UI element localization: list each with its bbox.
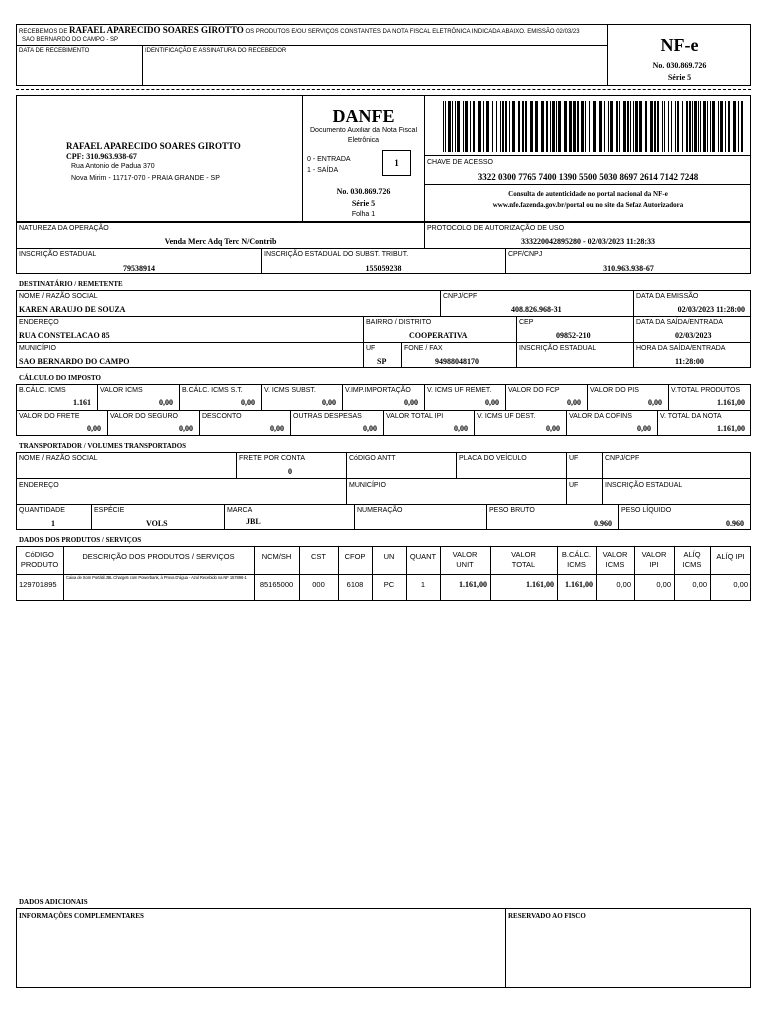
produtos-header-cell: [63, 552, 254, 562]
barcode-bar: [610, 101, 613, 152]
emitente-bairro: Nova Mirim - 11717-070 - PRAIA GRANDE - SP: [71, 175, 220, 182]
canhoto-numero: No. 030.869.726: [652, 61, 707, 70]
op-divider: [16, 248, 751, 249]
barcode-bar: [718, 101, 719, 152]
recebemos-prefix: RECEBEMOS DE: [19, 29, 68, 35]
barcode-bar: [581, 101, 584, 152]
barcode-bar: [486, 101, 489, 152]
barcode-bar: [552, 101, 555, 152]
frete-value: 0: [288, 467, 292, 476]
dest-bairro: COOPERATIVA: [409, 331, 468, 340]
reservado-fisco-label: RESERVADO AO FISCO: [508, 912, 586, 920]
info-complementares-label: INFORMAÇÕES COMPLEMENTARES: [19, 912, 144, 920]
barcode-bar: [500, 101, 501, 152]
header-divider: [424, 184, 751, 185]
produtos-header-text: CFOP: [344, 552, 366, 561]
imposto-label: B.CÁLC. ICMS S.T.: [182, 387, 243, 394]
imposto-label: VALOR DA COFINS: [569, 413, 632, 420]
imposto-cell-divider: [566, 410, 567, 436]
produto-cell: 129701895: [19, 580, 57, 589]
barcode-bar: [623, 101, 626, 152]
dest-cep: 09852-210: [556, 331, 591, 340]
danfe-serie: Série 5: [351, 199, 376, 208]
ie-label: INSCRIÇÃO ESTADUAL: [19, 251, 97, 258]
imposto-value: 0,00: [270, 424, 284, 433]
ie-st-label: INSCRIÇÃO ESTADUAL DO SUBST. TRIBUT.: [264, 251, 409, 258]
antt-label: CóDIGO ANTT: [349, 455, 396, 462]
peso-bruto-value: 0.960: [594, 519, 612, 528]
produto-cell: 1.161,00: [459, 580, 487, 589]
emitente-cpf: CPF: 310.963.938-67: [66, 152, 137, 161]
barcode-bar: [604, 101, 605, 152]
transp-ie-label: INSCRIÇÃO ESTADUAL: [605, 482, 683, 489]
barcode-bar: [654, 101, 656, 152]
chave-label: CHAVE DE ACESSO: [427, 159, 494, 166]
barcode-bar: [564, 101, 567, 152]
imposto-cell-divider: [107, 410, 108, 436]
barcode-bar: [694, 101, 697, 152]
imposto-label: V. ICMS SUBST.: [264, 387, 316, 394]
identificacao-label: IDENTIFICAÇÃO E ASSINATURA DO RECEBEDOR: [145, 48, 287, 54]
imposto-label: VALOR DO FCP: [508, 387, 560, 394]
imposto-label: V. ICMS UF DEST.: [477, 413, 536, 420]
barcode: [443, 101, 743, 152]
imposto-label: VALOR TOTAL IPI: [386, 413, 444, 420]
barcode-bar: [445, 101, 446, 152]
produto-descricao: Caixa de Som Portátil JBL Charge5 com Powerbank, à Prova D'água - Azul Recebido na NF 157896-1: [66, 575, 247, 580]
produtos-header-text: DESCRIÇÃO DOS PRODUTOS / SERVIÇOS: [82, 552, 235, 561]
imposto-label: VALOR DO SEGURO: [110, 413, 178, 420]
produtos-header-text: ALÍQ IPI: [716, 552, 745, 561]
recebemos-suffix: OS PRODUTOS E/OU SERVIÇOS CONSTANTES DA NOTA FISCAL ELETRÔNICA INDICADA ABAIXO. EMISSÃO 02/03/23: [245, 29, 580, 35]
adicionais-section: DADOS ADICIONAIS: [19, 898, 88, 906]
produtos-header-text: IPI: [649, 560, 659, 569]
produtos-header-text: B.CÁLC.: [561, 550, 592, 559]
produtos-header-text: UNIT: [456, 560, 474, 569]
produto-cell: 1: [420, 580, 426, 589]
produtos-header-cell: [710, 552, 751, 562]
imposto-cell-divider: [179, 384, 180, 410]
barcode-bar: [573, 101, 576, 152]
produtos-header-text: QUANT: [409, 552, 437, 561]
header-divider: [424, 155, 751, 156]
barcode-bar: [698, 101, 699, 152]
cpf-cnpj-value: 310.963.938-67: [603, 264, 654, 273]
imposto-label: DESCONTO: [202, 413, 242, 420]
barcode-bar: [522, 101, 524, 152]
barcode-bar: [725, 101, 726, 152]
produto-cell: 000: [312, 580, 325, 589]
barcode-bar: [662, 101, 663, 152]
imposto-value: 0,00: [322, 398, 336, 407]
produtos-header-cell: [557, 550, 596, 570]
barcode-bar: [633, 101, 634, 152]
imposto-cell-divider: [290, 410, 291, 436]
dest-emissao: 02/03/2023 11:28:00: [677, 305, 745, 314]
barcode-bar: [645, 101, 647, 152]
imposto-cell-divider: [342, 384, 343, 410]
dest-divider: [16, 316, 751, 317]
barcode-bar: [478, 101, 481, 152]
canhoto-divider: [16, 45, 607, 46]
barcode-bar: [671, 101, 672, 152]
transportador-section: TRANSPORTADOR / VOLUMES TRANSPORTADOS: [19, 442, 187, 450]
imposto-section: CÁLCULO DO IMPOSTO: [19, 374, 101, 382]
barcode-bar: [627, 101, 629, 152]
barcode-bar: [518, 101, 520, 152]
transp-nome-label: NOME / RAZÃO SOCIAL: [19, 455, 98, 462]
especie-value: VOLS: [146, 519, 168, 528]
barcode-bar: [635, 101, 638, 152]
danfe-title: DANFE: [332, 106, 395, 126]
dest-bairro-label: BAIRRO / DISTRITO: [366, 319, 432, 326]
barcode-bar: [707, 101, 708, 152]
barcode-bar: [546, 101, 548, 152]
transp-divider: [346, 452, 347, 504]
barcode-bar: [535, 101, 538, 152]
barcode-bar: [512, 101, 515, 152]
barcode-bar: [712, 101, 715, 152]
barcode-bar: [599, 101, 602, 152]
dest-hora-label: HORA DA SAÍDA/ENTRADA: [636, 345, 726, 352]
produtos-header-text: UN: [383, 552, 395, 561]
transp-divider: [618, 504, 619, 530]
barcode-bar: [664, 101, 665, 152]
imposto-cell-divider: [199, 410, 200, 436]
imposto-label: B.CÁLC. ICMS: [19, 387, 66, 394]
imposto-value: 0,00: [546, 424, 560, 433]
marca-label: MARCA: [227, 507, 253, 514]
produtos-header-cell: [596, 550, 634, 570]
barcode-bar: [650, 101, 653, 152]
imposto-value: 0,00: [454, 424, 468, 433]
qtd-value: 1: [51, 519, 55, 528]
produtos-header-text: CST: [311, 552, 326, 561]
imposto-value: 1.161: [73, 398, 91, 407]
dest-divider: [440, 290, 441, 316]
barcode-bar: [682, 101, 683, 152]
produtos-header-text: VALOR: [452, 550, 478, 559]
barcode-bar: [677, 101, 679, 152]
peso-liquido-value: 0.960: [726, 519, 744, 528]
barcode-bar: [577, 101, 579, 152]
transp-divider: [566, 452, 567, 504]
imposto-cell-divider: [474, 410, 475, 436]
barcode-bar: [470, 101, 471, 152]
barcode-bar: [741, 101, 743, 152]
imposto-value: 0,00: [159, 398, 173, 407]
produto-cell: 1.161,00: [526, 580, 554, 589]
imposto-label: V. TOTAL DA NOTA: [660, 413, 722, 420]
barcode-bar: [639, 101, 642, 152]
placa-label: PLACA DO VEÍCULO: [459, 455, 527, 462]
nfe-title: NF-e: [660, 35, 699, 55]
protocolo-value: 333220042895280 - 02/03/2023 11:28:33: [521, 237, 655, 246]
dest-uf-label: UF: [366, 345, 376, 352]
imposto-cell-divider: [424, 384, 425, 410]
barcode-bar: [675, 101, 676, 152]
cut-line: [16, 89, 751, 90]
dest-divider: [633, 290, 634, 368]
tipo-saida: 1 - SAÍDA: [307, 167, 339, 174]
imposto-value: 0,00: [485, 398, 499, 407]
transp-divider: [486, 504, 487, 530]
imposto-value: 0,00: [567, 398, 581, 407]
barcode-bar: [556, 101, 557, 152]
numeracao-label: NUMERAÇÃO: [357, 507, 403, 514]
frete-label: FRETE POR CONTA: [239, 455, 305, 462]
barcode-bar: [733, 101, 736, 152]
imposto-value: 0,00: [241, 398, 255, 407]
imposto-cell-divider: [505, 384, 506, 410]
dest-divider: [363, 316, 364, 368]
barcode-bar: [589, 101, 590, 152]
transp-uf2-label: UF: [569, 482, 579, 489]
dest-municipio: SAO BERNARDO DO CAMPO: [19, 357, 130, 366]
imposto-label: V.IMP.IMPORTAÇÃO: [345, 387, 411, 394]
produto-cell: 6108: [346, 580, 364, 589]
produto-cell: 0,00: [616, 580, 631, 589]
ie-value: 79538914: [123, 264, 155, 273]
transp-divider: [354, 504, 355, 530]
produtos-header-text: TOTAL: [511, 560, 536, 569]
produtos-header-cell: [299, 552, 338, 562]
barcode-bar: [728, 101, 730, 152]
produtos-header-text: VALOR: [602, 550, 628, 559]
transp-municipio-label: MUNICÍPIO: [349, 482, 386, 489]
dest-saida: 02/03/2023: [675, 331, 712, 340]
dest-divider: [16, 342, 751, 343]
produtos-header-text: ICMS: [567, 560, 586, 569]
imposto-label: VALOR DO FRETE: [19, 413, 80, 420]
produtos-header-text: NCM/SH: [261, 552, 292, 561]
barcode-bar: [569, 101, 572, 152]
barcode-bar: [530, 101, 533, 152]
danfe-subtitle-2: Eletrônica: [347, 137, 380, 144]
dest-divider: [516, 316, 517, 368]
barcode-bar: [455, 101, 456, 152]
adicionais-box: [16, 908, 751, 988]
imposto-label: OUTRAS DESPESAS: [293, 413, 362, 420]
barcode-bar: [608, 101, 609, 152]
produtos-header-cell: [406, 552, 440, 562]
imposto-value: 0,00: [363, 424, 377, 433]
dest-ie-label: INSCRIÇÃO ESTADUAL: [519, 345, 597, 352]
dest-nome-label: NOME / RAZÃO SOCIAL: [19, 293, 98, 300]
dest-fone: 94988048170: [435, 357, 479, 366]
natureza-label: NATUREZA DA OPERAÇÃO: [19, 225, 109, 232]
barcode-bar: [616, 101, 618, 152]
protocolo-label: PROTOCOLO DE AUTORIZAÇÃO DE USO: [427, 225, 565, 232]
barcode-bar: [443, 101, 444, 152]
dest-endereco-label: ENDEREÇO: [19, 319, 59, 326]
canhoto-emitente: RAFAEL APARECIDO SOARES GIROTTO: [69, 25, 244, 35]
dest-uf: SP: [377, 357, 387, 366]
transp-divider: [456, 452, 457, 478]
barcode-bar: [505, 101, 507, 152]
produtos-header-cell: [490, 550, 557, 570]
produtos-header-cell: [338, 552, 372, 562]
produtos-header-cell: [254, 552, 299, 562]
imposto-value: 0,00: [637, 424, 651, 433]
barcode-bar: [585, 101, 586, 152]
marca-value: JBL: [246, 517, 261, 526]
transp-divider: [236, 452, 237, 478]
imposto-value: 0,00: [404, 398, 418, 407]
consulta-line-2: www.nfe.fazenda.gov.br/portal ou no site da Sefaz Autorizadora: [492, 201, 684, 209]
barcode-bar: [550, 101, 551, 152]
dest-hora: 11:28:00: [675, 357, 704, 366]
tipo-entrada: 0 - ENTRADA: [307, 156, 351, 163]
natureza-value: Venda Merc Adq Terc N/Contrib: [164, 237, 277, 246]
imposto-cell-divider: [261, 384, 262, 410]
transp-uf-label: UF: [569, 455, 579, 462]
barcode-bar: [630, 101, 631, 152]
dest-endereco: RUA CONSTELACAO 85: [19, 331, 110, 340]
produtos-section: DADOS DOS PRODUTOS / SERVIÇOS: [19, 536, 142, 544]
produtos-header-text: ICMS: [605, 560, 625, 569]
produtos-header-cell: [16, 550, 63, 570]
barcode-bar: [689, 101, 691, 152]
barcode-bar: [593, 101, 596, 152]
imposto-cell-divider: [97, 384, 98, 410]
chave-value: 3322 0300 7765 7400 1390 5500 5030 8697 2614 7142 7248: [477, 172, 699, 182]
produto-cell: 0,00: [656, 580, 671, 589]
produto-cell: PC: [383, 580, 395, 589]
emitente-nome: RAFAEL APARECIDO SOARES GIROTTO: [66, 141, 241, 151]
barcode-bar: [463, 101, 464, 152]
transp-divider: [16, 504, 751, 505]
emitente-endereco: Rua Antonio de Padua 370: [71, 163, 155, 170]
imposto-label: V. ICMS UF REMET.: [427, 387, 492, 394]
transp-divider: [91, 504, 92, 530]
barcode-bar: [452, 101, 453, 152]
produtos-header-text: PRODUTO: [20, 560, 59, 569]
barcode-bar: [700, 101, 701, 152]
barcode-bar: [541, 101, 544, 152]
barcode-bar: [686, 101, 688, 152]
imposto-cell-divider: [657, 410, 658, 436]
barcode-bar: [710, 101, 711, 152]
produto-cell: 1.161,00: [565, 580, 593, 589]
tipo-box: 1: [382, 150, 411, 176]
dest-divider: [401, 342, 402, 368]
imposto-value: 0,00: [648, 398, 662, 407]
barcode-bar: [509, 101, 510, 152]
barcode-bar: [738, 101, 739, 152]
dest-emissao-label: DATA DA EMISSÃO: [636, 293, 699, 300]
especie-label: ESPÉCIE: [94, 507, 125, 514]
barcode-bar: [720, 101, 723, 152]
imposto-cell-divider: [587, 384, 588, 410]
barcode-bar: [619, 101, 620, 152]
produtos-header-cell: [674, 550, 710, 570]
produtos-header-cell: [634, 550, 674, 570]
transp-endereco-label: ENDEREÇO: [19, 482, 59, 489]
barcode-bar: [483, 101, 484, 152]
transp-divider: [602, 452, 603, 504]
produtos-header-cell: [440, 550, 490, 570]
danfe-subtitle-1: Documento Auxiliar da Nota Fiscal: [310, 127, 417, 134]
produtos-header-text: VALOR: [641, 550, 667, 559]
ie-st-value: 155059238: [365, 264, 402, 273]
dest-cnpj-label: CNPJ/CPF: [443, 293, 478, 300]
barcode-bar: [502, 101, 504, 152]
transp-divider: [16, 478, 751, 479]
imposto-label: V.TOTAL PRODUTOS: [671, 387, 741, 394]
qtd-label: QUANTIDADE: [19, 507, 65, 514]
canhoto-serie: Série 5: [667, 73, 692, 82]
barcode-bar: [692, 101, 693, 152]
imposto-label: VALOR DO PIS: [590, 387, 639, 394]
barcode-bar: [473, 101, 475, 152]
transp-cnpj-label: CNPJ/CPF: [605, 455, 640, 462]
imposto-value: 0,00: [87, 424, 101, 433]
danfe-numero: No. 030.869.726: [336, 187, 391, 196]
produto-cell: 0,00: [692, 580, 707, 589]
produtos-header-text: ICMS: [682, 560, 702, 569]
barcode-bar: [496, 101, 497, 152]
barcode-bar: [492, 101, 493, 152]
imposto-label: VALOR ICMS: [100, 387, 143, 394]
barcode-bar: [668, 101, 669, 152]
imposto-cell-divider: [668, 384, 669, 410]
danfe-folha: Folha 1: [351, 211, 376, 218]
barcode-bar: [448, 101, 451, 152]
dest-saida-label: DATA DA SAÍDA/ENTRADA: [636, 319, 723, 326]
barcode-bar: [657, 101, 659, 152]
produto-cell: 85165000: [259, 580, 294, 589]
produtos-header-text: VALOR: [511, 550, 536, 559]
peso-bruto-label: PESO BRUTO: [489, 507, 535, 514]
barcode-bar: [525, 101, 527, 152]
barcode-bar: [703, 101, 706, 152]
consulta-line-1: Consulta de autenticidade no portal nacional da NF-e: [508, 190, 668, 198]
barcode-bar: [465, 101, 468, 152]
transp-divider: [224, 504, 225, 530]
dest-cnpj: 408.826.968-31: [511, 305, 562, 314]
dest-cep-label: CEP: [519, 319, 534, 326]
imposto-value: 1.161,00: [717, 398, 745, 407]
cpf-cnpj-label: CPF/CNPJ: [508, 251, 543, 258]
canhoto-divider: [142, 45, 143, 86]
imposto-cell-divider: [383, 410, 384, 436]
destinatario-section: DESTINATÁRIO / REMETENTE: [19, 280, 123, 288]
imposto-value: 0,00: [179, 424, 193, 433]
produtos-header-text: CóDIGO: [25, 550, 54, 559]
dest-nome: KAREN ARAUJO DE SOUZA: [19, 305, 126, 314]
canhoto-cidade: SAO BERNARDO DO CAMPO - SP: [22, 37, 119, 43]
barcode-bar: [558, 101, 561, 152]
adicionais-divider: [505, 908, 506, 988]
produtos-header-text: ALÍQ: [683, 550, 701, 559]
dest-municipio-label: MUNICÍPIO: [19, 345, 56, 352]
peso-liquido-label: PESO LÍQUIDO: [621, 507, 672, 514]
data-recebimento-label: DATA DE RECEBIMENTO: [19, 48, 90, 54]
produto-cell: 0,00: [733, 580, 748, 589]
barcode-bar: [457, 101, 460, 152]
dest-fone-label: FONE / FAX: [404, 345, 443, 352]
imposto-value: 1.161,00: [717, 424, 745, 433]
produtos-header-cell: [372, 552, 406, 562]
